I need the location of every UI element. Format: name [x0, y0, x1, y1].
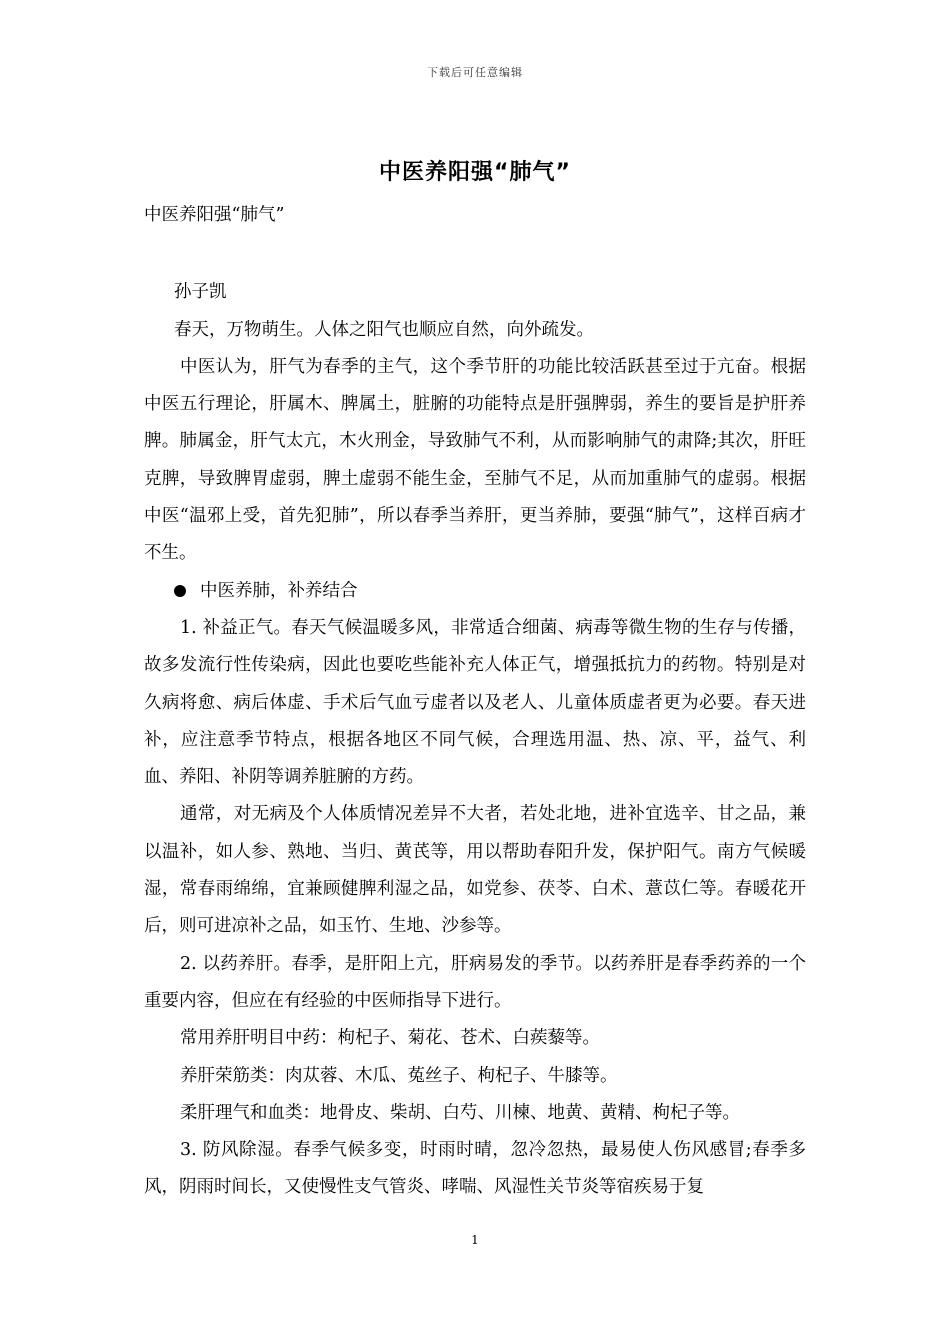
- page-number: 1: [471, 1233, 479, 1247]
- bullet-dot-icon: [174, 585, 186, 597]
- section-paragraph: 1. 补益正气。春天气候温暖多风，非常适合细菌、病毒等微生物的生存与传播，故多发流行性传染病，因此也要吃些能补充人体正气，增强抵抗力的药物。特别是对久病将愈、病后体虚、手术后气血亏虚者以及老人、儿童体质虚者更为必要。春天进补，应注意季节特点，根据各地区不同气候，合理选用温、热、凉、平，益气、利血、养阳、补阴等调养脏腑的方药。: [144, 617, 806, 788]
- section-paragraph: 柔肝理气和血类：地骨皮、柴胡、白芍、川楝、地黄、黄精、枸杞子等。: [180, 1102, 740, 1123]
- document-title: 中医养阳强“肺气”: [379, 160, 571, 185]
- section-paragraph: 通常，对无病及个人体质情况差异不大者，若处北地，进补宜选辛、甘之品，兼以温补，如人参、熟地、当归、黄芪等，用以帮助春阳升发，保护阳气。南方气候暖湿，常春雨绵绵，宜兼顾健脾利湿之品，如党参、茯苓、白术、薏苡仁等。春暖花开后，则可进凉补之品，如玉竹、生地、沙参等。: [144, 804, 806, 937]
- bullet-heading: 中医养肺，补养结合: [200, 580, 358, 601]
- section-paragraph: 常用养肝明目中药：枸杞子、菊花、苍术、白蒺藜等。: [180, 1028, 600, 1049]
- subtitle: 中医养阳强“肺气”: [144, 205, 285, 225]
- author: 孙子凯: [174, 282, 227, 303]
- paragraph-theory: 中医认为，肝气为春季的主气，这个季节肝的功能比较活跃甚至过于亢奋。根据中医五行理论，肝属木、脾属土，脏腑的功能特点是肝强脾弱，养生的要旨是护肝养脾。肺属金，肝气太亢，木火刑金，导致肺气不利，从而影响肺气的肃降;其次，肝旺克脾，导致脾胃虚弱，脾土虚弱不能生金，至肺气不足，从而加重肺气的虚弱。根据中医“温邪上受，首先犯肺”，所以春季当养肝，更当养肺，要强“肺气”，这样百病才不生。: [144, 356, 806, 564]
- section-paragraph: 2. 以药养肝。春季，是肝阳上亢，肝病易发的季节。以药养肝是春季药养的一个重要内容，但应在有经验的中医师指导下进行。: [144, 953, 806, 1011]
- document-body: [144, 197, 806, 1207]
- paragraph-intro: 春天，万物萌生。人体之阳气也顺应自然，向外疏发。: [174, 319, 594, 340]
- header-note: 下载后可任意编辑: [427, 66, 523, 79]
- section-paragraph: 3. 防风除湿。春季气候多变，时雨时晴，忽冷忽热，最易使人伤风感冒;春季多风，阴雨时间长，又使慢性支气管炎、哮喘、风湿性关节炎等宿疾易于复: [144, 1140, 806, 1198]
- blank-line: [144, 234, 806, 274]
- section-paragraph: 养肝荣筋类：肉苁蓉、木瓜、菟丝子、枸杞子、牛膝等。: [180, 1065, 618, 1086]
- bullet-heading-row: [144, 573, 806, 610]
